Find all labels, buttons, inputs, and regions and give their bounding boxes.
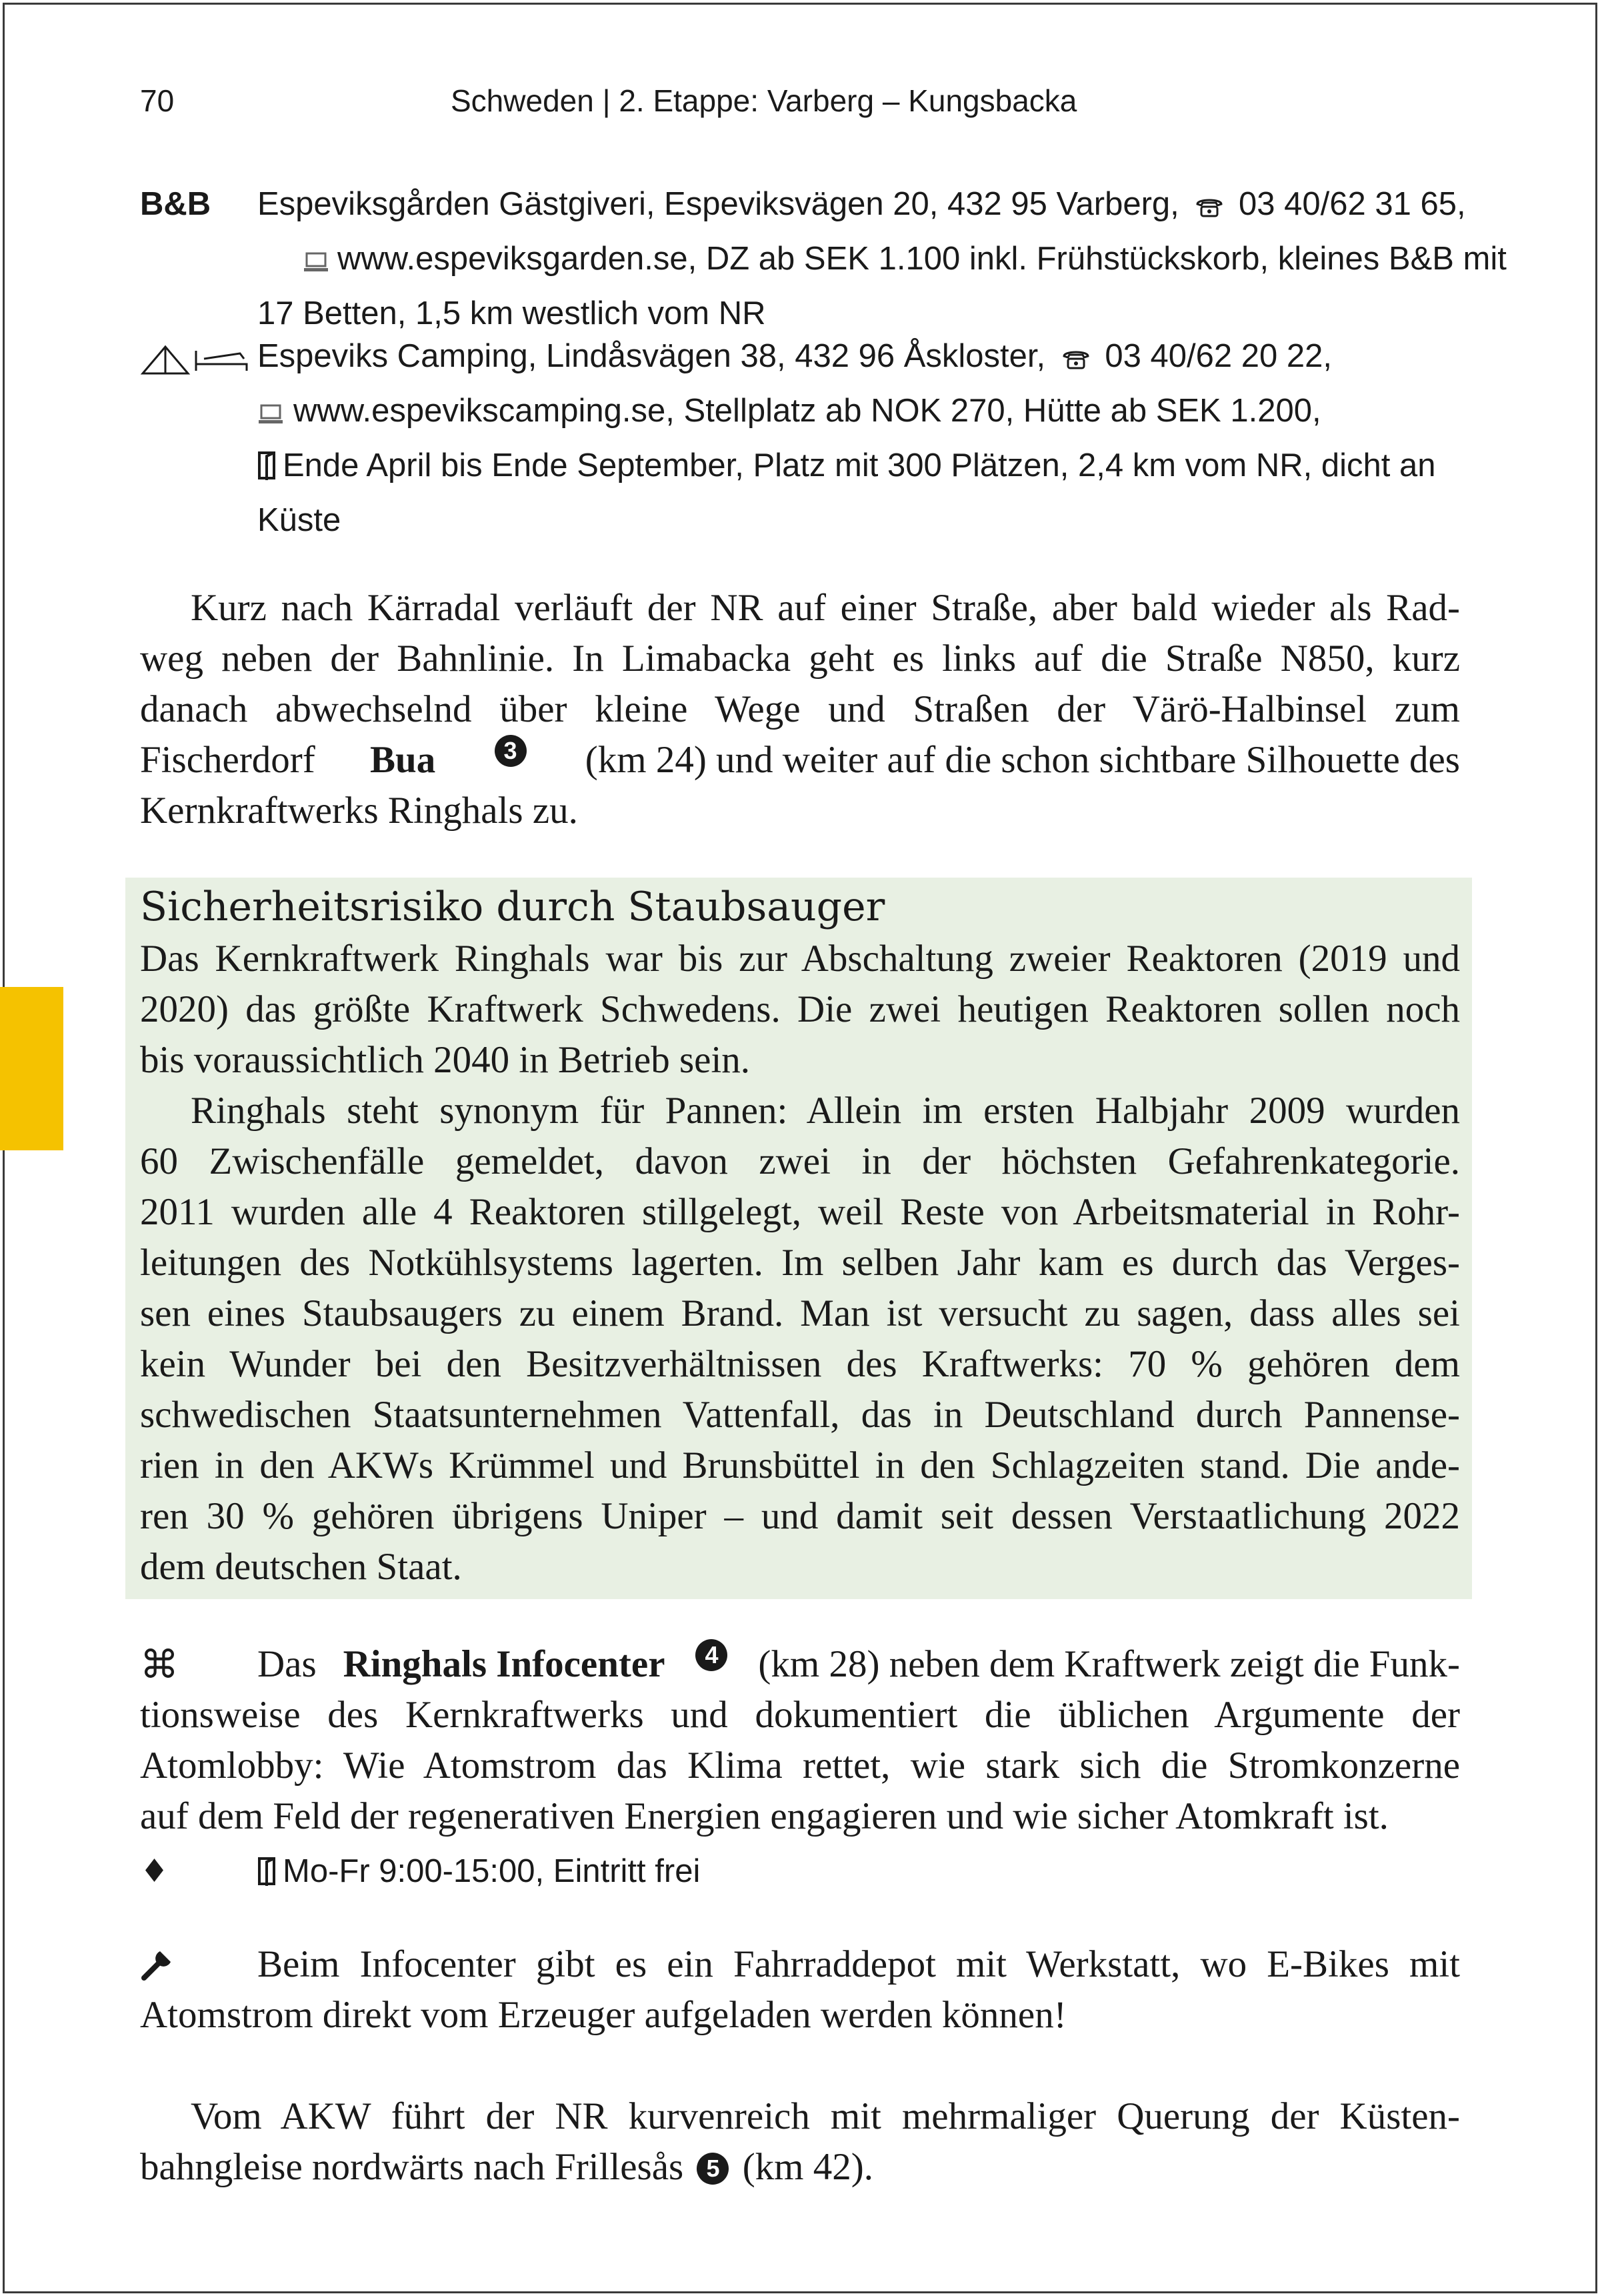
map-marker-4: 4 [695, 1639, 727, 1671]
text-line: Das Ringhals Infocenter 4 (km 28) neben dem Kraftwerk zeigt die Funk- [140, 1639, 1460, 1690]
place-of-interest-icon: ⌘ [140, 1642, 179, 1687]
infobox-text [140, 934, 1460, 1592]
bnb-details: 17 Betten, 1,5 km westlich vom NR [257, 295, 766, 331]
text-line: bis voraussichtlich 2040 in Betrieb sein. [140, 1039, 751, 1081]
text-line: schwedischen Staatsunternehmen Vattenfall, das in Deutschland durch Pannense- [140, 1394, 1460, 1436]
camping-name-address: Espeviks Camping, Lindåsvägen 38, 432 96 Åskloster, [257, 338, 1046, 374]
text-line: rien in den AKWs Krümmel und Brunsbüttel in den Schlagzeiten stand. Die ande- [140, 1444, 1460, 1486]
text-line: 2011 wurden alle 4 Reaktoren stillgelegt, weil Reste von Arbeitsmaterial in Rohr- [140, 1191, 1460, 1233]
text-line: leitungen des Notkühlsystems lagerten. Im selben Jahr kam es durch das Verges- [140, 1242, 1460, 1284]
laptop-icon [257, 389, 284, 440]
bnb-phone: 03 40/62 31 65, [1239, 186, 1466, 222]
text-line: weg neben der Bahnlinie. In Limabacka geht es links auf die Straße N850, kurz [140, 638, 1460, 680]
text-line: tionsweise des Kernkraftwerks und dokumentiert die üblichen Argumente der [140, 1694, 1460, 1736]
page-header [140, 79, 1460, 125]
text-line: kein Wunder bei den Besitzverhältnissen des Kraftwerks: 70 % gehören dem [140, 1343, 1460, 1385]
bnb-name-address: Espeviksgården Gästgiveri, Espeviksvägen 20, 432 95 Varberg, [257, 186, 1179, 222]
bnb-label: B&B [140, 186, 211, 222]
phone-icon [1061, 335, 1091, 385]
map-marker-5: 5 [697, 2153, 729, 2185]
sight-paragraph [140, 1639, 1460, 1842]
route-paragraph-1 [140, 583, 1460, 836]
door-icon [257, 1850, 277, 1901]
text-line: 60 Zwischenfälle gemeldet, davon zwei in der höchsten Gefahrenkategorie. [140, 1140, 1460, 1182]
tent-camper-icon [140, 340, 251, 391]
text-line: bahngleise nordwärts nach Frillesås 5 (km 42). [140, 2146, 874, 2188]
phone-icon [1195, 183, 1224, 233]
page-number: 70 [140, 83, 175, 118]
text-line: Ringhals steht synonym für Pannen: Allein im ersten Halbjahr 2009 wurden [191, 1090, 1460, 1132]
text-line: Kurz nach Kärradal verläuft der NR auf einer Straße, aber bald wieder als Rad- [191, 587, 1460, 629]
sight-hours: Mo-Fr 9:00-15:00, Eintritt frei [257, 1846, 700, 1901]
text-line: Vom AKW führt der NR kurvenreich mit mehrmaliger Querung der Küsten- [191, 2095, 1460, 2137]
bnb-website: www.espeviksgarden.se, DZ ab SEK 1.100 inkl. Frühstückskorb, kleines B&B mit [337, 241, 1507, 277]
text-line: Fischerdorf Bua 3 (km 24) und weiter auf die schon sichtbare Silhouette des [140, 735, 1460, 786]
camping-details-end: Küste [257, 502, 341, 538]
diamond-icon: ♦ [140, 1853, 169, 1890]
map-marker-3: 3 [495, 735, 527, 767]
text-line: sen eines Staubsaugers zu einem Brand. Man ist versucht zu sagen, dass alles sei [140, 1292, 1460, 1334]
camping-season: Ende April bis Ende September, Platz mit 300 Plätzen, 2,4 km vom NR, dicht an [283, 447, 1436, 483]
camping-phone: 03 40/62 20 22, [1105, 338, 1332, 374]
chapter-tab [0, 987, 63, 1150]
running-title: Schweden | 2. Etappe: Varberg – Kungsbacka [451, 83, 1077, 118]
text-line: Beim Infocenter gibt es ein Fahrraddepot mit Werkstatt, wo E-Bikes mit [257, 1943, 1460, 1985]
route-paragraph-2 [140, 2091, 1460, 2193]
place-bua: Bua [370, 739, 436, 781]
door-icon [257, 444, 277, 495]
text-line: Das Kernkraftwerk Ringhals war bis zur Abschaltung zweier Reaktoren (2019 und [140, 938, 1460, 980]
text-line: Kernkraftwerks Ringhals zu. [140, 790, 578, 832]
camping-website: www.espevikscamping.se, Stellplatz ab NOK 270, Hütte ab SEK 1.200, [293, 393, 1321, 429]
text-line: 2020) das größte Kraftwerk Schwedens. Die zwei heutigen Reaktoren sollen noch [140, 988, 1460, 1030]
repair-paragraph [140, 1939, 1460, 2041]
laptop-icon [303, 237, 329, 288]
text-line: dem deutschen Staat. [140, 1546, 462, 1588]
infobox-title: Sicherheitsrisiko durch Staubsauger [140, 884, 885, 930]
text-line: danach abwechselnd über kleine Wege und Straßen der Värö-Halbinsel zum [140, 688, 1460, 730]
text-line: Atomstrom direkt vom Erzeuger aufgeladen werden können! [140, 1994, 1067, 2036]
text-line: Atomlobby: Wie Atomstrom das Klima rettet, wie stark sich die Stromkonzerne [140, 1745, 1460, 1787]
place-ringhals-infocenter: Ringhals Infocenter [343, 1643, 665, 1685]
text-line: ren 30 % gehören übrigens Uniper – und damit seit dessen Verstaatlichung 2022 [140, 1495, 1460, 1537]
text-line: auf dem Feld der regenerativen Energien engagieren und wie sicher Atomkraft ist. [140, 1795, 1389, 1837]
